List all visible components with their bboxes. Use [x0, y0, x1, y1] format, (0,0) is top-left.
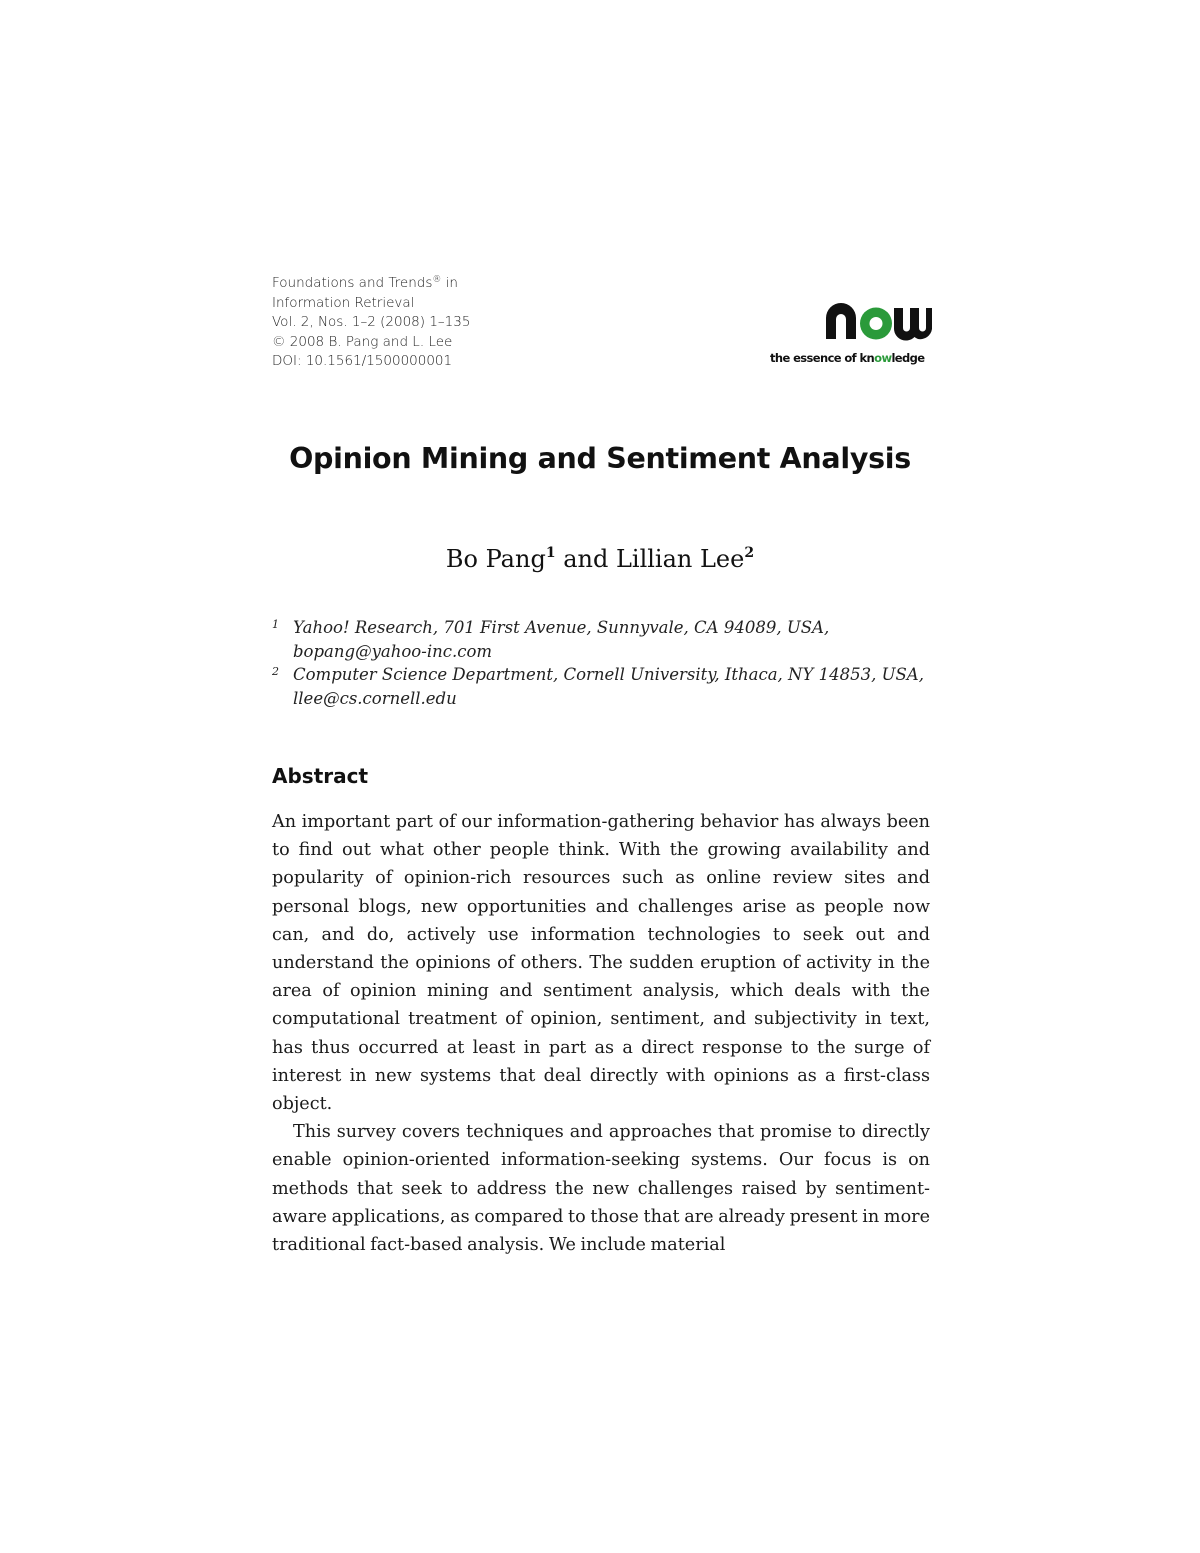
- series-name: Foundations and Trends: [272, 275, 433, 291]
- copyright-line: © 2008 B. Pang and L. Lee: [272, 333, 453, 350]
- author-1-mark: 1: [545, 545, 556, 561]
- tagline-start: the essence of kn: [770, 351, 875, 365]
- abstract-heading: Abstract: [272, 764, 369, 788]
- registered-mark: ®: [432, 275, 442, 285]
- series-line-1: [272, 274, 470, 294]
- doi-line: DOI: 10.1561/1500000001: [272, 353, 453, 369]
- affiliation-2-mark: 2: [272, 665, 279, 678]
- affiliation-2-text: Computer Science Department, Cornell University, Ithaca, NY 14853, USA, llee@cs.cornell.edu: [293, 665, 924, 708]
- logo-letter-w: [894, 308, 932, 341]
- author-line: [0, 545, 1200, 573]
- affiliations: [272, 616, 932, 710]
- journal-header: [272, 274, 470, 372]
- volume-line: Vol. 2, Nos. 1–2 (2008) 1–135: [272, 314, 471, 330]
- series-in: in: [441, 275, 458, 291]
- abstract-paragraph-2: This survey covers techniques and approaches that promise to directly enable opinion-oriented information-seeking systems. Our focus is on methods that seek to address the new challenges raised by sentiment-aware applications, as compared to those that are already present in more traditional fact-based analysis. We include material: [272, 1122, 930, 1256]
- tagline-end: ledge: [891, 351, 925, 365]
- affiliation-1: [272, 616, 932, 663]
- author-2: Lillian Lee: [615, 545, 745, 573]
- author-connector: and: [555, 545, 616, 573]
- author-2-mark: 2: [744, 545, 755, 561]
- affiliation-2: [272, 663, 932, 710]
- tagline-highlight: ow: [874, 351, 892, 365]
- abstract-body: [272, 808, 930, 1259]
- affiliation-1-text: Yahoo! Research, 701 First Avenue, Sunnyvale, CA 94089, USA, bopang@yahoo-inc.com: [293, 618, 830, 661]
- abstract-paragraph-1: An important part of our information-gathering behavior has always been to find out what other people think. With the growing availability and popularity of opinion-rich resources such as online review sites and personal blogs, new opportunities and challenges arise as people now can, and do, actively use information technologies to seek out and understand the opinions of others. The sudden eruption of activity in the area of opinion mining and sentiment analysis, which deals with the computational treatment of opinion, sentiment, and subjectivity in text, has thus occurred at least in part as a direct response to the surge of interest in new systems that deal directly with opinions as a first-class object.: [272, 812, 930, 1115]
- series-line-2: Information Retrieval: [272, 294, 415, 311]
- now-publisher-logo: [770, 302, 932, 370]
- author-1: Bo Pang: [445, 545, 546, 573]
- affiliation-1-mark: 1: [272, 618, 279, 631]
- logo-tagline: [770, 351, 932, 365]
- logo-letter-n: [826, 303, 856, 339]
- now-wordmark-graphic: [770, 302, 932, 342]
- paper-title: Opinion Mining and Sentiment Analysis: [289, 442, 911, 475]
